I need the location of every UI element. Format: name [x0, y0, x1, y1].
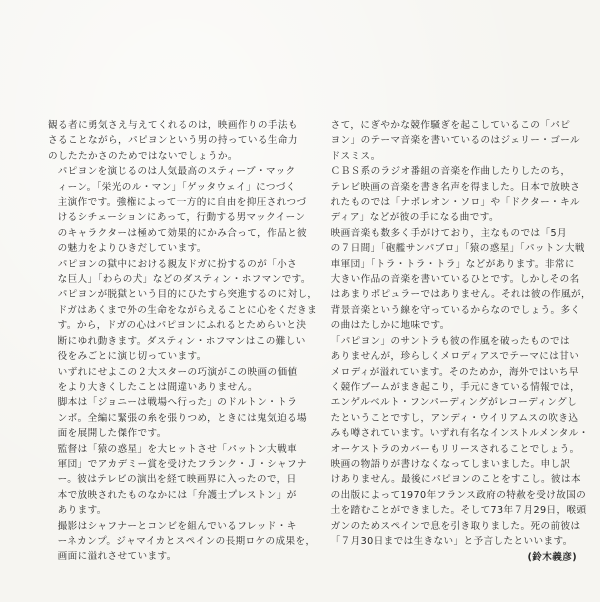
text-line: のしたたかさのためではないでしょうか。 [48, 150, 238, 162]
text-line: れたものでは「ナポレオン・ソロ」や「ドクター・キル [330, 197, 580, 209]
text-line: はあまりポピュラーではありません。それは彼の作風が， [330, 289, 592, 301]
paragraph [321, 164, 581, 226]
paragraph [48, 395, 308, 441]
text-line: 本で放映されたものなかには「弁護士プレストン」が [57, 489, 297, 501]
text-line: いずれにせよこの２大スターの巧演がこの映画の価値 [57, 366, 298, 378]
text-line: 監督は「猿の惑星」を大ヒットさせ「パットン大戦車 [57, 443, 298, 455]
text-line: 背景音楽という線を守っているからなのでしょう。多く [330, 304, 581, 316]
paragraph [48, 118, 304, 164]
text-line: 面を展開した傑作です。 [57, 428, 167, 440]
text-line: の曲はたしかに地味です。 [330, 320, 450, 332]
paragraph [48, 519, 316, 565]
text-line: ありませんが，珍らしくメロディアスでテーマには甘い [330, 351, 580, 363]
text-line: の魅力をよりひきだしています。 [57, 243, 207, 255]
text-line: く競作ブームがまき起こり，手元にきている情報では， [330, 381, 581, 393]
text-line: 車軍団」「トラ・トラ・トラ」などがあります。非常に [330, 258, 575, 270]
text-line: の出版によって1970年フランス政府の特赦を受け故国の [330, 489, 587, 501]
text-line: をより大きくしたことは間違いありません。 [57, 381, 259, 393]
text-line: テレビ映画の音楽を書き名声を得ました。日本で放映さ [330, 181, 581, 193]
text-line: さることながら，パピヨンという男の持っている生命力 [48, 135, 298, 147]
text-line: な巨人」「わらの犬」などのダスティン・ホフマンです。 [57, 274, 311, 286]
text-line: みも噂されています。いずれ有名なインストルメンタル・ [330, 428, 589, 440]
paragraph [321, 334, 589, 457]
text-line: 「パピヨン」のサントラも彼の作風を破ったものでは [330, 335, 570, 347]
paragraph [321, 226, 592, 334]
text-line: す。から，ドガの心はパピヨンにふれるとためらいと決 [57, 320, 307, 332]
text-line: 観る者に勇気さえ与えてくれるのは，映画作りの手法も [48, 120, 298, 131]
text-line: ーネカンプ。ジャマイカとスペインの長期ロケの成果を， [57, 535, 316, 547]
paragraph [48, 442, 307, 519]
text-line: 「７月30日までは生きない」と予言したといいます。 [330, 535, 573, 547]
text-line: 画面に溢れさせています。 [57, 551, 177, 563]
text-line: パピヨンを演じるのは人気最高のスティーブ・マック [57, 166, 296, 178]
text-line: メロディが溢れています。そのためか，海外ではいち早 [330, 366, 579, 378]
text-line: ＣＢＳ系のラジオ番組の音楽を作曲したりしたのち， [330, 166, 571, 178]
text-line: のキャラクターは極めて効果的にかみ合って，作品と彼 [57, 227, 308, 239]
text-line: 土を踏むことができました。そして73年７月29日，喉頭 [330, 505, 587, 517]
paragraph [48, 164, 308, 256]
left-column [48, 118, 318, 565]
text-line: ヨン」のテーマ音楽を書いているのはジェリー・ゴール [330, 135, 581, 147]
text-line: ドスミス。 [330, 150, 381, 162]
text-line: けありません。最後にパピヨンのことをすこし。彼は本 [330, 474, 582, 486]
text-line: さて，にぎやかな競作騒ぎを起こしているこの「パピ [330, 120, 571, 131]
text-line: 主演作です。強権によって一方的に自由を抑圧されつづ [57, 197, 307, 209]
text-line: エンゲルベルト・フンパーディングがレコーディングし [330, 397, 578, 409]
text-line: ドガはあくまで外の生命をながらえることに心をくだきま [57, 304, 318, 316]
paragraph [321, 118, 581, 164]
text-line: パピヨンの獄中における親友ドガに扮するのが「小さ [57, 258, 298, 270]
text-line: の７日間」「砲艦サンパブロ」「猿の惑星」「パットン大戦 [330, 243, 585, 255]
paragraph [48, 365, 304, 396]
text-line: ンボ。全編に緊張の糸を張りつめ，ときには鬼気迫る場 [57, 412, 308, 424]
text-line: パピヨンが脱獄という目的にひたすら突進するのに対し， [57, 289, 318, 301]
text-line: たということですし，アンディ・ウイリアムスの吹き込 [330, 412, 579, 424]
text-line: 役をみごとに演じ切っています。 [57, 351, 207, 363]
paragraph [48, 257, 318, 365]
text-line: 撮影はシャフナーとコンビを組んでいるフレッド・キ [57, 520, 297, 532]
text-line: ディア」などが彼の手になる曲です。 [330, 212, 499, 224]
text-line: 映画音楽も数多く手がけており，主なものでは「5月 [330, 227, 567, 239]
text-line: 脚本は「ジョニーは戦場へ行った」のドルトン・トラ [57, 397, 298, 409]
text-line: 大きい作品の音楽を書いているひとです。しかしその名 [330, 274, 580, 286]
paragraph [321, 457, 587, 549]
author-signature: (鈴木義彦) [527, 552, 577, 564]
text-line: 軍団」でアカデミー賞を受けたフランク・Ｊ・シャフナ [57, 458, 307, 470]
text-line: 断にゆれ動きます。ダスティン・ホフマンはこの難しい [57, 335, 306, 347]
text-line: あります。 [57, 505, 107, 517]
text-line: けるシチェーションにあって，行動する男マックイーン [57, 212, 306, 224]
text-line: ガンのためスペインで息を引き取りました。死の前彼は [330, 520, 581, 532]
text-line: ー。彼はテレビの演出を経て映画界に入ったので，日 [57, 474, 297, 486]
text-line: オーケストラのカバーもリリースされることでしょう。 [330, 443, 580, 455]
text-line: 映画の物語りが書けなくなってしまいました。申し訳 [330, 458, 571, 470]
text-line: ィーン。「栄光のル・マン」「ゲッタウェイ」につづく [57, 181, 296, 193]
right-column [321, 118, 592, 566]
